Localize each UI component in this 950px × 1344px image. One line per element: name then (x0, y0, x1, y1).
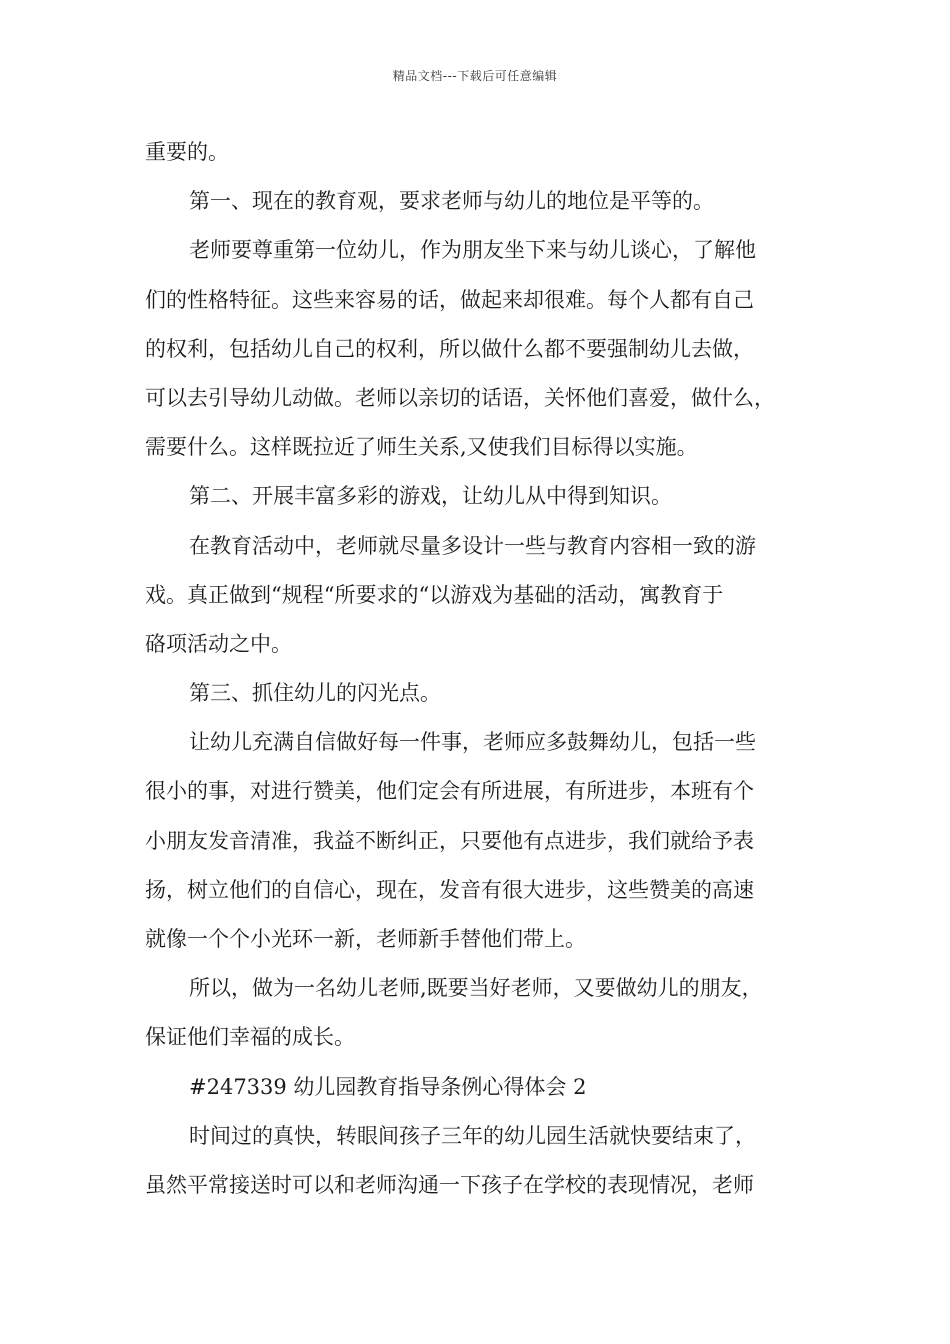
text-line: 小朋友发音清准，我益不断纠正，只要他有点进步，我们就给予表 (145, 828, 754, 853)
text-line: 们的性格特征。这些来容易的话，做起来却很难。每个人都有自己 (145, 287, 754, 312)
body-text (145, 128, 810, 1210)
text-line: 在教育活动中，老师就尽量多设计一些与教育内容相一致的游 (189, 533, 756, 558)
text-line: 戏。真正做到“规程“所要求的“以游戏为基础的活动，寓教育于 (145, 582, 724, 607)
section-heading: #247339 幼儿园教育指导条例心得体会 2 (189, 1074, 587, 1099)
text-line: 第三、抓住幼儿的闪光点。 (189, 681, 441, 706)
text-line: 需要什么。这样既拉近了师生关系,又使我们目标得以实施。 (145, 435, 698, 460)
text-line: 的权利，包括幼儿自己的权利，所以做什么都不要强制幼儿去做， (145, 336, 754, 361)
text-line: 老师要尊重第一位幼儿，作为朋友坐下来与幼儿谈心，了解他 (189, 238, 756, 263)
text-line: 虽然平常接送时可以和老师沟通一下孩子在学校的表现情况，老师 (145, 1172, 754, 1197)
text-line: 让幼儿充满自信做好每一件事，老师应多鼓舞幼儿，包括一些 (189, 730, 756, 755)
text-line: 所以，做为一名幼儿老师,既要当好老师，又要做幼儿的朋友， (189, 976, 763, 1001)
text-line: 时间过的真快，转眼间孩子三年的幼儿园生活就快要结束了， (189, 1123, 756, 1148)
text-line: 保证他们幸福的成长。 (145, 1025, 355, 1050)
page-header: 精品文档---下载后可任意编辑 (392, 69, 558, 83)
text-line: 第一、现在的教育观，要求老师与幼儿的地位是平等的。 (189, 189, 714, 214)
text-line: 可以去引导幼儿动做。老师以亲切的话语，关怀他们喜爱，做什么， (145, 385, 775, 410)
text-line: 就像一个个小光环一新，老师新手替他们带上。 (145, 927, 586, 951)
text-line: 第二、开展丰富多彩的游戏，让幼儿从中得到知识。 (189, 484, 672, 509)
text-line: 硌项活动之中。 (145, 631, 292, 656)
text-line: 扬，树立他们的自信心，现在，发音有很大进步，这些赞美的高速 (145, 877, 754, 902)
text-line: 很小的事，对进行赞美，他们定会有所进展，有所进步，本班有个 (145, 779, 754, 804)
text-line: 重要的。 (145, 140, 229, 164)
